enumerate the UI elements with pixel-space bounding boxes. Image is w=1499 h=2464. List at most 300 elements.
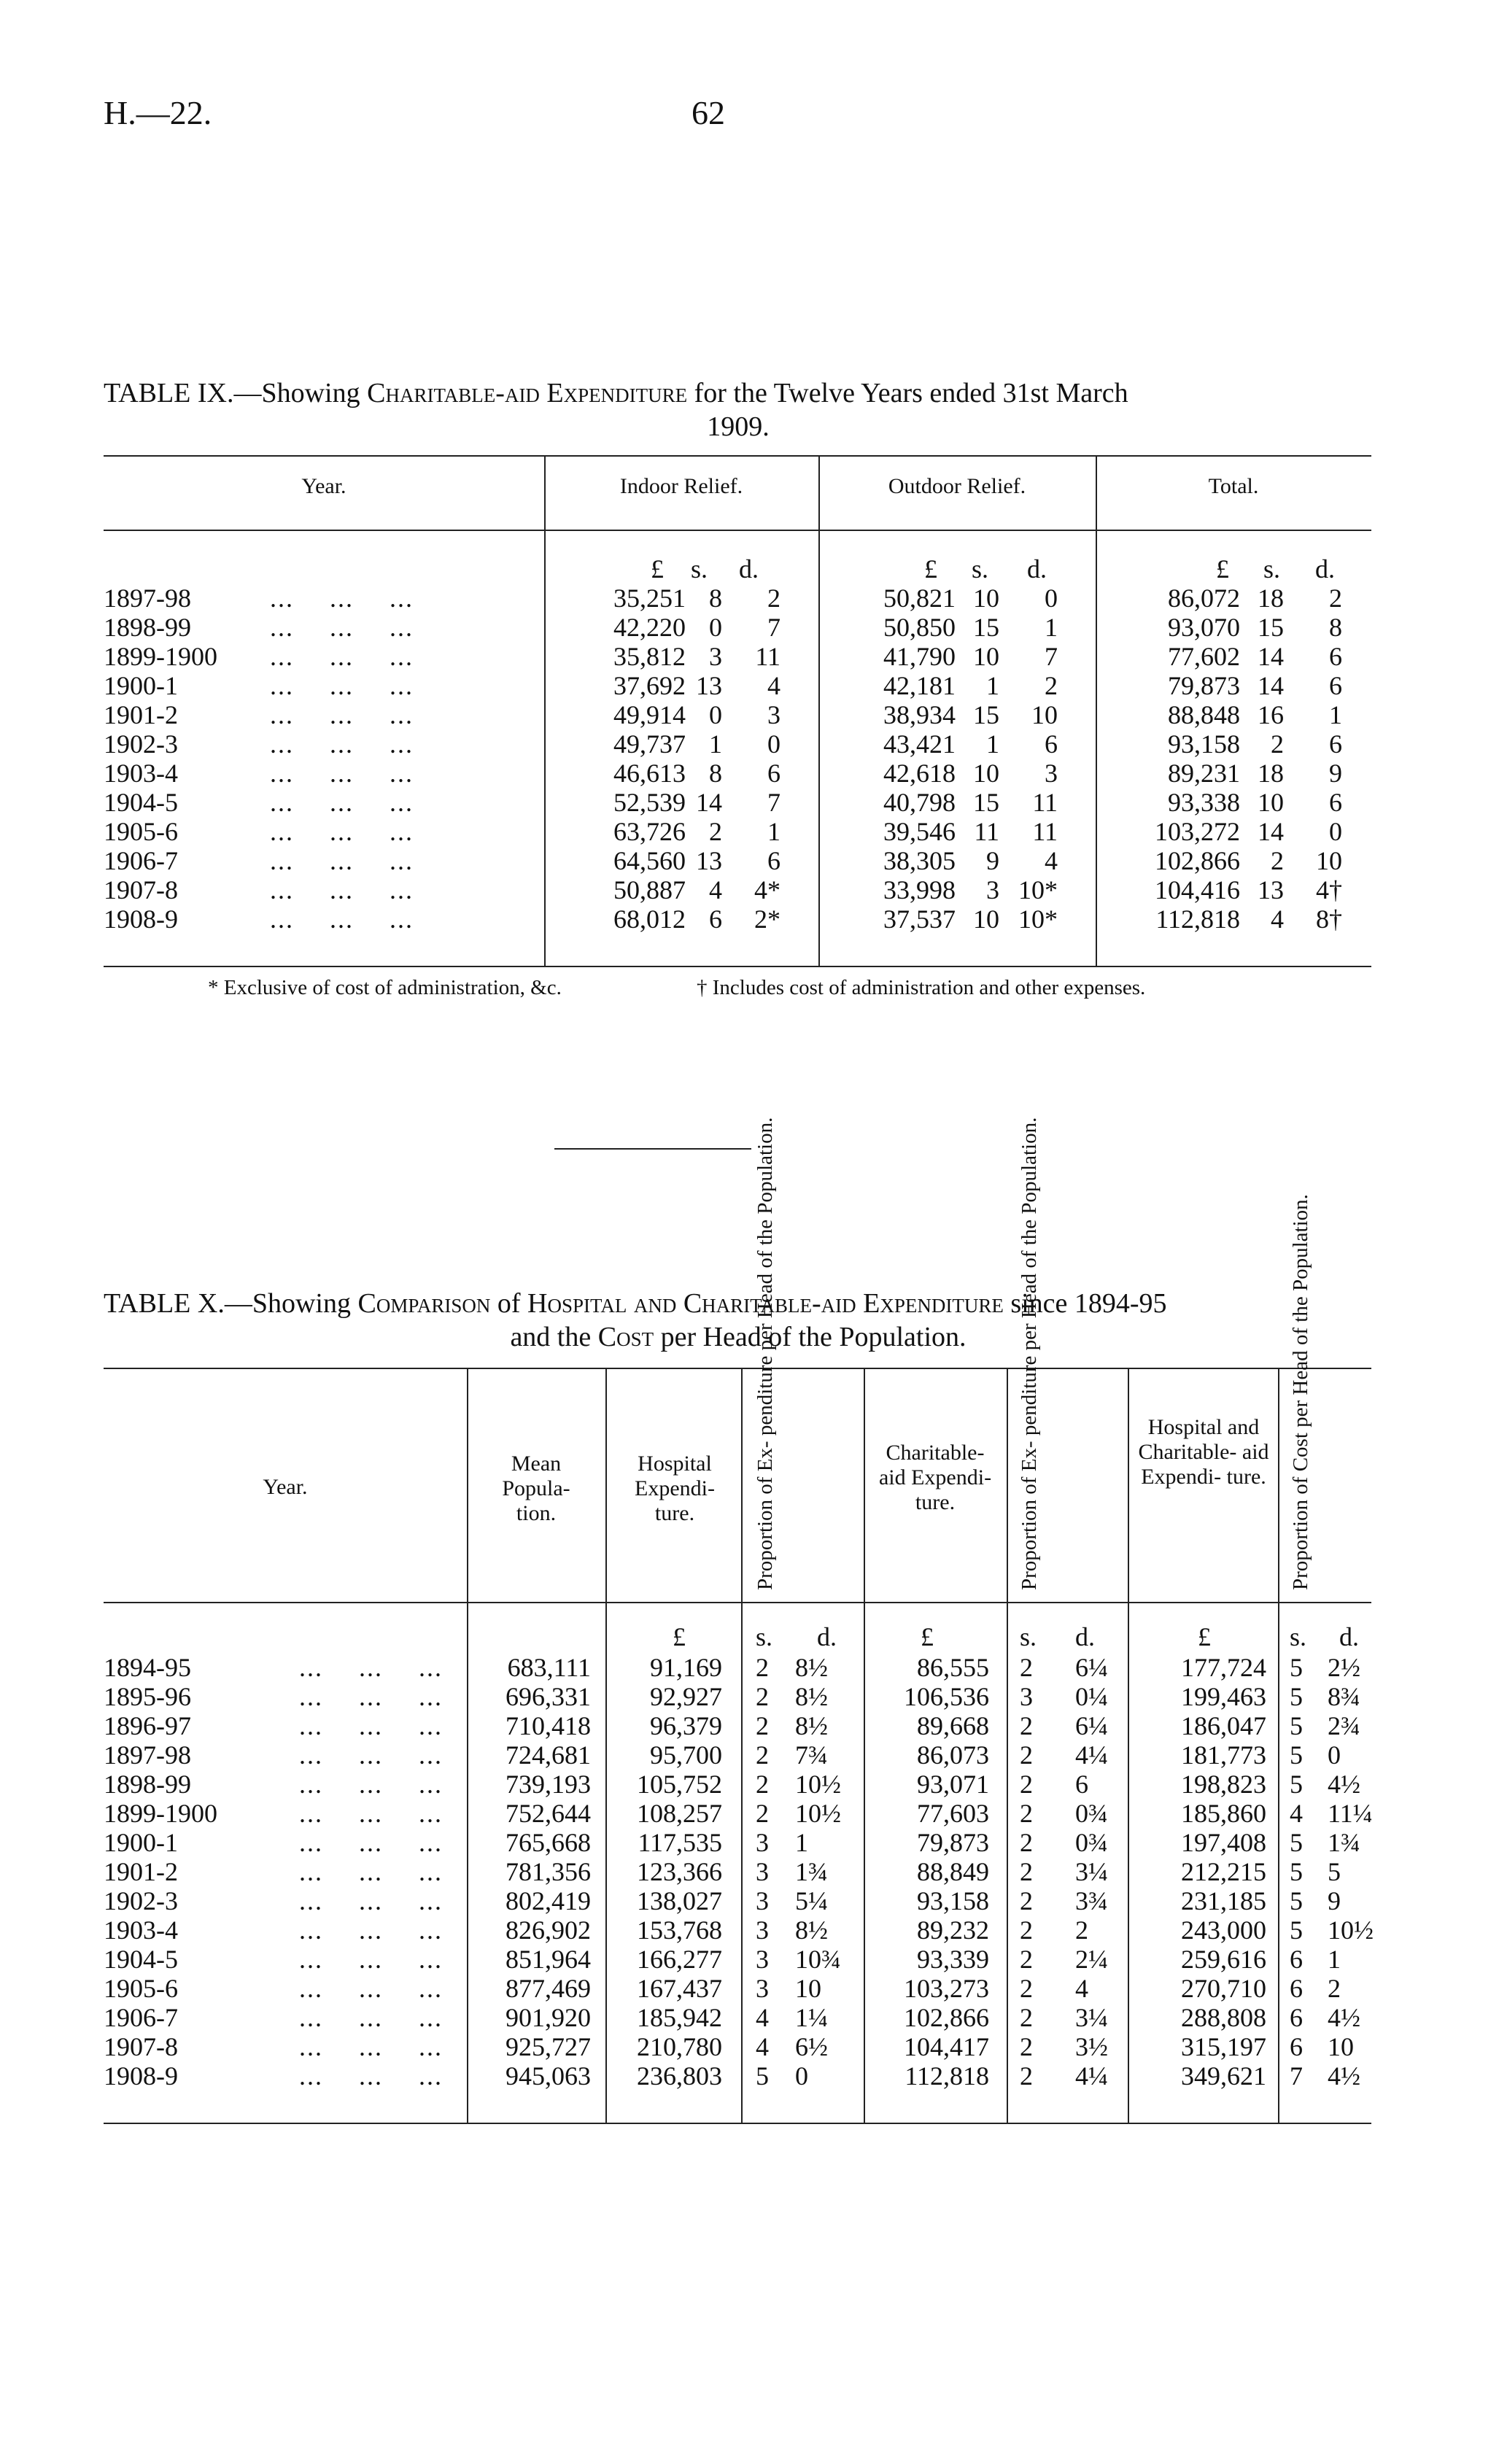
table10-charitable-expenditure: 93,158 xyxy=(917,1886,989,1915)
table10-combined-expenditure: 177,724 xyxy=(1181,1653,1266,1682)
table10-hospital-expenditure: 91,169 xyxy=(650,1653,722,1682)
leader-dots: ... ... ... xyxy=(299,1799,443,1828)
unit-pence: d. xyxy=(1315,554,1335,584)
leader-dots: ... ... ... xyxy=(270,788,414,817)
table9-indoor-pounds: 49,914 xyxy=(613,700,686,729)
table10-charitable-per-head-pence: 0¼ xyxy=(1075,1682,1108,1711)
table10-cost-per-head-shillings: 5 xyxy=(1290,1857,1303,1886)
table10-cost-per-head-pence: 4½ xyxy=(1328,2003,1360,2032)
table10-charitable-expenditure: 77,603 xyxy=(917,1799,989,1828)
table10-hospital-expenditure: 236,803 xyxy=(637,2061,722,2091)
table9-indoor-pounds: 64,560 xyxy=(613,846,686,875)
table9-total-pence: 4† xyxy=(1316,875,1342,904)
table10-combined-expenditure: 259,616 xyxy=(1181,1945,1266,1974)
table9-total-pounds: 89,231 xyxy=(1168,759,1240,788)
table9-indoor-pence: 4 xyxy=(767,671,781,700)
table10-hospital-per-head-shillings: 2 xyxy=(756,1740,769,1770)
table9-indoor-pounds: 50,887 xyxy=(613,875,686,904)
table10-charitable-per-head-shillings: 2 xyxy=(1020,1799,1033,1828)
table10-hospital-per-head-pence: 7¾ xyxy=(795,1740,828,1770)
leader-dots: ... ... ... xyxy=(270,904,414,934)
table10-cost-per-head-pence: 2 xyxy=(1328,1974,1341,2003)
table9-outdoor-pounds: 42,181 xyxy=(883,671,956,700)
table9-outdoor-pence: 10* xyxy=(1018,875,1058,904)
table9-outdoor-shillings: 11 xyxy=(974,817,999,846)
leader-dots: ... ... ... xyxy=(270,846,414,875)
table10-cost-per-head-pence: 0 xyxy=(1328,1740,1341,1770)
table10-hospital-expenditure: 210,780 xyxy=(637,2032,722,2061)
table10-combined-expenditure: 270,710 xyxy=(1181,1974,1266,2003)
table10-hospital-per-head-shillings: 3 xyxy=(756,1945,769,1974)
table10-hospital-per-head-pence: 1¾ xyxy=(795,1857,828,1886)
table9-total-pounds: 86,072 xyxy=(1168,584,1240,613)
table9-total-pounds: 102,866 xyxy=(1155,846,1240,875)
table10-top-rule xyxy=(104,1368,1371,1369)
table10-combined-expenditure: 212,215 xyxy=(1181,1857,1266,1886)
table9-outdoor-pounds: 50,850 xyxy=(883,613,956,642)
leader-dots: ... ... ... xyxy=(299,1682,443,1711)
table9-outdoor-shillings: 15 xyxy=(973,613,999,642)
table9-divider xyxy=(544,455,546,966)
table10-charitable-per-head-shillings: 2 xyxy=(1020,2061,1033,2091)
table10-hospital-expenditure: 153,768 xyxy=(637,1915,722,1945)
table10-hospital-per-head-pence: 1 xyxy=(795,1828,808,1857)
table10-hospital-per-head-pence: 5¼ xyxy=(795,1886,828,1915)
table10-cost-per-head-shillings: 6 xyxy=(1290,2003,1303,2032)
leader-dots: ... ... ... xyxy=(299,1653,443,1682)
table9-indoor-pounds: 68,012 xyxy=(613,904,686,934)
table9-outdoor-pence: 6 xyxy=(1045,729,1058,759)
table9-total-pounds: 103,272 xyxy=(1155,817,1240,846)
table9-indoor-pounds: 37,692 xyxy=(613,671,686,700)
table9-indoor-shillings: 4 xyxy=(709,875,722,904)
table9-outdoor-pence: 1 xyxy=(1045,613,1058,642)
table10-cost-per-head-shillings: 5 xyxy=(1290,1886,1303,1915)
table10-mean-population: 739,193 xyxy=(506,1770,591,1799)
table10-cost-per-head-shillings: 5 xyxy=(1290,1682,1303,1711)
table10-header-charitable-expenditure: Charitable- aid Expendi- ture. xyxy=(878,1441,992,1514)
table9-outdoor-pence: 10 xyxy=(1031,700,1058,729)
table10-hospital-per-head-pence: 10½ xyxy=(795,1770,841,1799)
unit-pence: d. xyxy=(1075,1622,1095,1651)
table9-outdoor-pence: 3 xyxy=(1045,759,1058,788)
table9-total-pounds: 93,158 xyxy=(1168,729,1240,759)
table10-charitable-per-head-pence: 6 xyxy=(1075,1770,1088,1799)
table9-total-pence: 0 xyxy=(1329,817,1342,846)
table9-title: TABLE IX.—Showing Charitable-aid Expenditure for the Twelve Years ended 31st March xyxy=(104,378,1128,408)
leader-dots: ... ... ... xyxy=(270,817,414,846)
table10-mean-population: 802,419 xyxy=(506,1886,591,1915)
table10-charitable-per-head-shillings: 2 xyxy=(1020,1945,1033,1974)
table9-indoor-shillings: 13 xyxy=(696,846,722,875)
table9-total-shillings: 13 xyxy=(1258,875,1284,904)
unit-pound: £ xyxy=(1216,554,1229,584)
table9-total-pence: 9 xyxy=(1329,759,1342,788)
table9-total-shillings: 14 xyxy=(1258,817,1284,846)
table9-total-shillings: 18 xyxy=(1258,759,1284,788)
table9-total-shillings: 16 xyxy=(1258,700,1284,729)
table9-total-pence: 8† xyxy=(1316,904,1342,934)
table9-row-year: 1899-1900 xyxy=(104,642,217,671)
table9-indoor-pounds: 63,726 xyxy=(613,817,686,846)
table10-cost-per-head-pence: 10 xyxy=(1328,2032,1354,2061)
table10-divider xyxy=(741,1368,743,2123)
table10-charitable-per-head-shillings: 3 xyxy=(1020,1682,1033,1711)
table10-cost-per-head-shillings: 6 xyxy=(1290,1945,1303,1974)
table10-charitable-per-head-shillings: 2 xyxy=(1020,1740,1033,1770)
table9-outdoor-pounds: 40,798 xyxy=(883,788,956,817)
table10-charitable-expenditure: 79,873 xyxy=(917,1828,989,1857)
table10-cost-per-head-shillings: 7 xyxy=(1290,2061,1303,2091)
table9-outdoor-pounds: 50,821 xyxy=(883,584,956,613)
table9-total-shillings: 4 xyxy=(1271,904,1284,934)
table9-indoor-pence: 2* xyxy=(754,904,781,934)
table10-charitable-expenditure: 102,866 xyxy=(904,2003,989,2032)
leader-dots: ... ... ... xyxy=(270,875,414,904)
table9-outdoor-pounds: 42,618 xyxy=(883,759,956,788)
table9-outdoor-pence: 10* xyxy=(1018,904,1058,934)
leader-dots: ... ... ... xyxy=(270,613,414,642)
table10-hospital-per-head-shillings: 3 xyxy=(756,1915,769,1945)
table10-header-mean-population: Mean Popula- tion. xyxy=(502,1452,570,1525)
unit-pence: d. xyxy=(739,554,759,584)
table9-total-pence: 6 xyxy=(1329,788,1342,817)
table10-hospital-expenditure: 117,535 xyxy=(638,1828,722,1857)
table9-header-total: Total. xyxy=(1208,474,1259,498)
table9-indoor-pounds: 35,251 xyxy=(613,584,686,613)
table10-charitable-per-head-pence: 4¼ xyxy=(1075,2061,1108,2091)
table10-charitable-expenditure: 106,536 xyxy=(904,1682,989,1711)
table10-divider xyxy=(1128,1368,1129,2123)
table10-row-year: 1906-7 xyxy=(104,2003,178,2032)
table9-row-year: 1898-99 xyxy=(104,613,191,642)
table10-divider xyxy=(864,1368,865,2123)
table10-hospital-expenditure: 105,752 xyxy=(637,1770,722,1799)
table10-row-year: 1899-1900 xyxy=(104,1799,217,1828)
table9-header-rule xyxy=(104,530,1371,531)
table10-charitable-per-head-pence: 3½ xyxy=(1075,2032,1108,2061)
table10-header-hospital-and-charitable: Hospital and Charitable- aid Expendi- ture. xyxy=(1138,1415,1269,1489)
table9-total-pence: 10 xyxy=(1316,846,1342,875)
table10-mean-population: 901,920 xyxy=(506,2003,591,2032)
table10-header-proportion-hospital: Proportion of Ex- penditure per Head of the Population. xyxy=(754,1117,777,1590)
table10-hospital-per-head-pence: 10 xyxy=(795,1974,821,2003)
table9-outdoor-pence: 11 xyxy=(1032,788,1058,817)
table10-hospital-per-head-shillings: 3 xyxy=(756,1857,769,1886)
table9-outdoor-pence: 0 xyxy=(1045,584,1058,613)
table10-hospital-per-head-pence: 6½ xyxy=(795,2032,828,2061)
table10-row-year: 1900-1 xyxy=(104,1828,178,1857)
table9-indoor-pounds: 52,539 xyxy=(613,788,686,817)
unit-shillings: s. xyxy=(1290,1622,1307,1651)
table9-outdoor-shillings: 10 xyxy=(973,904,999,934)
table9-outdoor-pounds: 38,934 xyxy=(883,700,956,729)
table10-hospital-per-head-shillings: 2 xyxy=(756,1799,769,1828)
table10-hospital-per-head-shillings: 2 xyxy=(756,1682,769,1711)
unit-pound: £ xyxy=(1198,1622,1211,1651)
table10-divider xyxy=(467,1368,468,2123)
table10-charitable-per-head-pence: 3¼ xyxy=(1075,1857,1108,1886)
table10-combined-expenditure: 197,408 xyxy=(1181,1828,1266,1857)
table10-hospital-expenditure: 108,257 xyxy=(637,1799,722,1828)
table9-total-pence: 6 xyxy=(1329,729,1342,759)
table10-cost-per-head-shillings: 5 xyxy=(1290,1653,1303,1682)
table9-total-shillings: 14 xyxy=(1258,671,1284,700)
table9-outdoor-pounds: 38,305 xyxy=(883,846,956,875)
table9-indoor-shillings: 8 xyxy=(709,759,722,788)
table9-outdoor-shillings: 10 xyxy=(973,584,999,613)
table9-header-indoor: Indoor Relief. xyxy=(619,474,743,498)
leader-dots: ... ... ... xyxy=(299,2032,443,2061)
table10-charitable-per-head-pence: 0¾ xyxy=(1075,1828,1108,1857)
table9-indoor-shillings: 3 xyxy=(709,642,722,671)
table10-charitable-per-head-pence: 3¾ xyxy=(1075,1886,1108,1915)
table10-hospital-per-head-shillings: 3 xyxy=(756,1828,769,1857)
table10-header-rule xyxy=(104,1602,1371,1603)
table9-outdoor-pence: 11 xyxy=(1032,817,1058,846)
table9-footnote-includes: † Includes cost of administration and other expenses. xyxy=(697,976,1146,999)
table10-hospital-expenditure: 167,437 xyxy=(637,1974,722,2003)
table10-combined-expenditure: 185,860 xyxy=(1181,1799,1266,1828)
table9-total-shillings: 15 xyxy=(1258,613,1284,642)
leader-dots: ... ... ... xyxy=(270,700,414,729)
table9-total-shillings: 2 xyxy=(1271,729,1284,759)
table10-combined-expenditure: 315,197 xyxy=(1181,2032,1266,2061)
table10-row-year: 1908-9 xyxy=(104,2061,178,2091)
table10-hospital-per-head-pence: 1¼ xyxy=(795,2003,828,2032)
table9-total-pounds: 77,602 xyxy=(1168,642,1240,671)
table9-outdoor-pence: 4 xyxy=(1045,846,1058,875)
table9-total-shillings: 14 xyxy=(1258,642,1284,671)
table10-charitable-expenditure: 93,071 xyxy=(917,1770,989,1799)
table10-row-year: 1904-5 xyxy=(104,1945,178,1974)
leader-dots: ... ... ... xyxy=(299,1974,443,2003)
table10-mean-population: 851,964 xyxy=(506,1945,591,1974)
table10-combined-expenditure: 349,621 xyxy=(1181,2061,1266,2091)
table9-total-shillings: 18 xyxy=(1258,584,1284,613)
page-number: 62 xyxy=(692,94,725,131)
table10-cost-per-head-pence: 2½ xyxy=(1328,1653,1360,1682)
table9-total-pence: 6 xyxy=(1329,642,1342,671)
table10-charitable-per-head-shillings: 2 xyxy=(1020,1711,1033,1740)
leader-dots: ... ... ... xyxy=(270,671,414,700)
table10-title: TABLE X.—Showing Comparison of Hospital and Charitable-aid Expenditure since 1894-95 xyxy=(104,1288,1167,1319)
table10-mean-population: 765,668 xyxy=(506,1828,591,1857)
table9-row-year: 1901-2 xyxy=(104,700,178,729)
unit-pound: £ xyxy=(651,554,664,584)
table10-row-year: 1901-2 xyxy=(104,1857,178,1886)
table9-total-shillings: 10 xyxy=(1258,788,1284,817)
table10-mean-population: 696,331 xyxy=(506,1682,591,1711)
table10-charitable-per-head-shillings: 2 xyxy=(1020,1828,1033,1857)
table9-row-year: 1903-4 xyxy=(104,759,178,788)
table10-combined-expenditure: 181,773 xyxy=(1181,1740,1266,1770)
table10-hospital-per-head-pence: 8½ xyxy=(795,1711,828,1740)
table9-indoor-shillings: 6 xyxy=(709,904,722,934)
table9-total-pounds: 93,338 xyxy=(1168,788,1240,817)
section-separator xyxy=(554,1148,751,1150)
leader-dots: ... ... ... xyxy=(299,1857,443,1886)
table10-divider xyxy=(605,1368,607,2123)
table9-indoor-shillings: 13 xyxy=(696,671,722,700)
table10-combined-expenditure: 199,463 xyxy=(1181,1682,1266,1711)
table9-indoor-pence: 11 xyxy=(755,642,781,671)
table10-hospital-per-head-pence: 10½ xyxy=(795,1799,841,1828)
table10-row-year: 1907-8 xyxy=(104,2032,178,2061)
table10-charitable-per-head-shillings: 2 xyxy=(1020,1886,1033,1915)
table10-charitable-expenditure: 103,273 xyxy=(904,1974,989,2003)
unit-pound: £ xyxy=(673,1622,686,1651)
table10-combined-expenditure: 186,047 xyxy=(1181,1711,1266,1740)
table10-hospital-per-head-pence: 8½ xyxy=(795,1653,828,1682)
leader-dots: ... ... ... xyxy=(270,729,414,759)
table10-charitable-per-head-pence: 4 xyxy=(1075,1974,1088,2003)
table9-outdoor-shillings: 3 xyxy=(986,875,999,904)
table10-hospital-expenditure: 123,366 xyxy=(637,1857,722,1886)
table9-row-year: 1900-1 xyxy=(104,671,178,700)
table10-cost-per-head-pence: 4½ xyxy=(1328,2061,1360,2091)
table10-cost-per-head-shillings: 5 xyxy=(1290,1770,1303,1799)
table10-hospital-expenditure: 166,277 xyxy=(637,1945,722,1974)
table9-indoor-pounds: 46,613 xyxy=(613,759,686,788)
table10-cost-per-head-pence: 4½ xyxy=(1328,1770,1360,1799)
table10-mean-population: 826,902 xyxy=(506,1915,591,1945)
table10-charitable-per-head-pence: 3¼ xyxy=(1075,2003,1108,2032)
unit-shillings: s. xyxy=(971,554,988,584)
unit-pence: d. xyxy=(1027,554,1047,584)
table9-indoor-pounds: 42,220 xyxy=(613,613,686,642)
table10-hospital-per-head-shillings: 2 xyxy=(756,1711,769,1740)
table10-combined-expenditure: 198,823 xyxy=(1181,1770,1266,1799)
table10-header-proportion-cost: Proportion of Cost per Head of the Population. xyxy=(1289,1194,1312,1590)
table10-divider xyxy=(1007,1368,1008,2123)
table9-bottom-rule xyxy=(104,966,1371,967)
table9-indoor-pence: 0 xyxy=(767,729,781,759)
table9-outdoor-pounds: 41,790 xyxy=(883,642,956,671)
table9-indoor-pence: 4* xyxy=(754,875,781,904)
table10-header-hospital-expenditure: Hospital Expendi- ture. xyxy=(635,1452,715,1525)
leader-dots: ... ... ... xyxy=(270,642,414,671)
table9-total-pence: 6 xyxy=(1329,671,1342,700)
table10-charitable-per-head-pence: 0¾ xyxy=(1075,1799,1108,1828)
unit-pence: d. xyxy=(817,1622,837,1651)
table10-header-proportion-charitable: Proportion of Ex- penditure per Head of the Population. xyxy=(1018,1117,1041,1590)
table9-outdoor-shillings: 10 xyxy=(973,759,999,788)
table10-cost-per-head-pence: 10½ xyxy=(1328,1915,1374,1945)
table10-charitable-per-head-shillings: 2 xyxy=(1020,2003,1033,2032)
table9-indoor-pounds: 35,812 xyxy=(613,642,686,671)
table9-row-year: 1904-5 xyxy=(104,788,178,817)
leader-dots: ... ... ... xyxy=(299,1740,443,1770)
table10-mean-population: 945,063 xyxy=(506,2061,591,2091)
table10-cost-per-head-shillings: 6 xyxy=(1290,1974,1303,2003)
unit-shillings: s. xyxy=(756,1622,773,1651)
table10-cost-per-head-pence: 1 xyxy=(1328,1945,1341,1974)
table10-charitable-per-head-pence: 2¼ xyxy=(1075,1945,1108,1974)
leader-dots: ... ... ... xyxy=(299,1915,443,1945)
table10-cost-per-head-pence: 2¾ xyxy=(1328,1711,1360,1740)
leader-dots: ... ... ... xyxy=(299,1711,443,1740)
table10-row-year: 1903-4 xyxy=(104,1915,178,1945)
table10-hospital-expenditure: 185,942 xyxy=(637,2003,722,2032)
table10-charitable-expenditure: 112,818 xyxy=(905,2061,989,2091)
table10-hospital-per-head-shillings: 5 xyxy=(756,2061,769,2091)
table10-hospital-per-head-shillings: 4 xyxy=(756,2003,769,2032)
table10-row-year: 1898-99 xyxy=(104,1770,191,1799)
table10-charitable-expenditure: 89,668 xyxy=(917,1711,989,1740)
table9-total-pounds: 79,873 xyxy=(1168,671,1240,700)
table10-row-year: 1894-95 xyxy=(104,1653,191,1682)
table10-hospital-expenditure: 95,700 xyxy=(650,1740,722,1770)
table10-cost-per-head-pence: 9 xyxy=(1328,1886,1341,1915)
table10-mean-population: 877,469 xyxy=(506,1974,591,2003)
leader-dots: ... ... ... xyxy=(299,2003,443,2032)
table9-header-year: Year. xyxy=(301,474,346,498)
table10-cost-per-head-pence: 5 xyxy=(1328,1857,1341,1886)
table9-indoor-pence: 7 xyxy=(767,788,781,817)
table9-row-year: 1907-8 xyxy=(104,875,178,904)
unit-pound: £ xyxy=(924,554,937,584)
table9-outdoor-shillings: 1 xyxy=(986,671,999,700)
table10-charitable-expenditure: 104,417 xyxy=(904,2032,989,2061)
table10-divider xyxy=(1278,1368,1279,2123)
table10-charitable-per-head-shillings: 2 xyxy=(1020,1770,1033,1799)
table10-cost-per-head-pence: 8¾ xyxy=(1328,1682,1360,1711)
table9-indoor-pounds: 49,737 xyxy=(613,729,686,759)
table10-charitable-per-head-pence: 6¼ xyxy=(1075,1653,1108,1682)
table10-hospital-per-head-shillings: 3 xyxy=(756,1886,769,1915)
table9-indoor-shillings: 14 xyxy=(696,788,722,817)
table10-cost-per-head-pence: 11¼ xyxy=(1328,1799,1373,1828)
table9-outdoor-pounds: 43,421 xyxy=(883,729,956,759)
leader-dots: ... ... ... xyxy=(299,1770,443,1799)
table9-row-year: 1902-3 xyxy=(104,729,178,759)
table10-charitable-expenditure: 86,073 xyxy=(917,1740,989,1770)
leader-dots: ... ... ... xyxy=(299,1828,443,1857)
unit-pound: £ xyxy=(921,1622,934,1651)
table9-total-pence: 2 xyxy=(1329,584,1342,613)
table9-indoor-pence: 3 xyxy=(767,700,781,729)
table10-bottom-rule xyxy=(104,2123,1371,2124)
table10-charitable-per-head-shillings: 2 xyxy=(1020,1653,1033,1682)
table9-outdoor-pence: 2 xyxy=(1045,671,1058,700)
table10-charitable-expenditure: 93,339 xyxy=(917,1945,989,1974)
table10-row-year: 1895-96 xyxy=(104,1682,191,1711)
table9-footnote-exclusive: * Exclusive of cost of administration, &c. xyxy=(208,976,562,999)
table9-top-rule xyxy=(104,455,1371,457)
table9-title-line2: 1909. xyxy=(707,411,770,442)
table10-row-year: 1902-3 xyxy=(104,1886,178,1915)
table10-combined-expenditure: 243,000 xyxy=(1181,1915,1266,1945)
table10-cost-per-head-shillings: 5 xyxy=(1290,1915,1303,1945)
table9-indoor-shillings: 2 xyxy=(709,817,722,846)
table10-charitable-per-head-pence: 4¼ xyxy=(1075,1740,1108,1770)
table9-total-pence: 8 xyxy=(1329,613,1342,642)
unit-shillings: s. xyxy=(690,554,708,584)
table9-indoor-pence: 1 xyxy=(767,817,781,846)
leader-dots: ... ... ... xyxy=(299,1886,443,1915)
table10-cost-per-head-shillings: 5 xyxy=(1290,1711,1303,1740)
table9-outdoor-pounds: 39,546 xyxy=(883,817,956,846)
unit-pence: d. xyxy=(1339,1622,1359,1651)
table9-indoor-pence: 6 xyxy=(767,846,781,875)
table10-row-year: 1896-97 xyxy=(104,1711,191,1740)
leader-dots: ... ... ... xyxy=(270,584,414,613)
table9-indoor-shillings: 8 xyxy=(709,584,722,613)
table9-indoor-shillings: 0 xyxy=(709,700,722,729)
unit-shillings: s. xyxy=(1020,1622,1037,1651)
table9-total-pounds: 88,848 xyxy=(1168,700,1240,729)
